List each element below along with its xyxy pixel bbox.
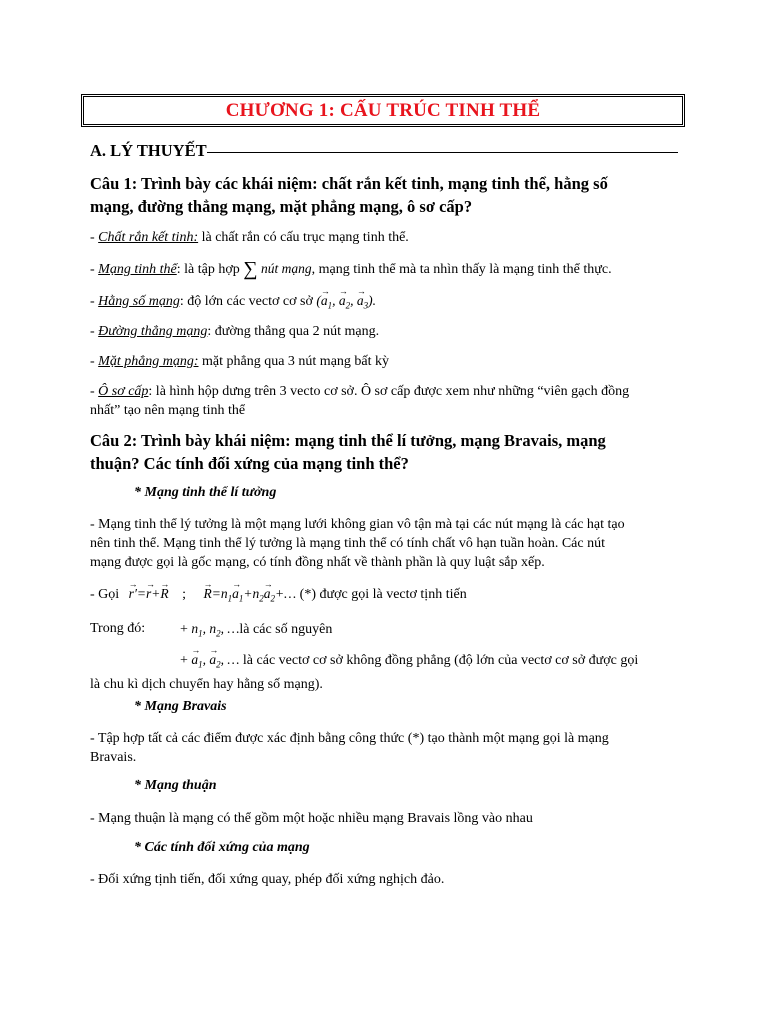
section-heading-rule <box>207 152 678 153</box>
subheading-symmetry: * Các tính đối xứng của mạng <box>134 840 310 855</box>
question-1-heading-line-2: mạng, đường thẳng mạng, mặt phẳng mạng, ô sơ cấp? <box>90 197 473 216</box>
sum-symbol: ∑ <box>243 258 258 280</box>
paragraph-line: mạng được gọi là gốc mạng, có tính đồng nhất về thành phần là quy luật sắp xếp. <box>90 555 545 570</box>
item-dash: - <box>90 384 99 399</box>
where-label: Trong đó: <box>90 621 146 636</box>
definition-primitive-cell-line-1 <box>90 382 680 401</box>
where-line-integers <box>90 619 680 638</box>
section-heading-text: A. LÝ THUYẾT <box>90 141 207 160</box>
where-line-basis <box>90 650 680 694</box>
paragraph-line: - Mạng tinh thể lý tưởng là một mạng lưới không gian vô tận mà tại các nút mạng là các hạt tạo <box>90 517 625 532</box>
integers-expression: + $n_1$, $n_2$, …là các số nguyên <box>180 621 333 639</box>
paragraph-line: - Tập hợp tất cả các điểm được xác định bằng công thức (*) tạo thành một mạng gọi là mạng <box>90 731 609 746</box>
math-lattice-node: nút mạng <box>260 261 312 276</box>
paragraph-line: nên tinh thể. Mạng tinh thể lý tưởng là mạng tinh thể có tính chất vô hạn tuần hoàn. Các nút <box>90 536 605 551</box>
definition-text: : độ lớn các vectơ cơ sở <box>179 294 317 309</box>
integers-text: là các số nguyên <box>239 622 333 637</box>
paragraph-symmetry: - Đối xứng tịnh tiến, đối xứng quay, phép đối xứng nghịch đảo. <box>90 872 445 887</box>
item-dash: - <box>90 294 99 309</box>
definition-text: : là hình hộp dưng trên 3 vecto cơ sở. Ô sơ cấp được xem như những “viên gạch đồng <box>148 384 630 399</box>
math-a-vectors: → $a_1$, → $a_2$, … <box>191 652 239 667</box>
basis-line-1: + → $a_1$, → $a_2$, … là các vectơ cơ sở không đồng phẳng (độ lớn của vectơ cơ sở được gọi <box>90 650 680 675</box>
math-r-prime: → r′=→ r+→ R <box>129 586 169 601</box>
chapter-title-box <box>81 94 685 127</box>
question-2-heading-line-1: Câu 2: Trình bày khái niệm: mạng tinh thể lí tưởng, mạng Bravais, mạng <box>90 431 606 450</box>
math-basis-vectors: (→ $a_1$, → $a_2$, → $a_3$). <box>316 293 376 308</box>
question-2-heading <box>90 429 680 475</box>
chapter-title: CHƯƠNG 1: CẤU TRÚC TINH THỂ <box>225 99 541 121</box>
definition-primitive-cell-line-2: nhất” tạo nên mạng tinh thể <box>90 403 246 418</box>
section-heading <box>90 141 678 161</box>
basis-line-2: là chu kì dịch chuyển hay hằng số mạng). <box>90 676 323 692</box>
separator: ; <box>182 587 187 602</box>
question-2-heading-line-2: thuận? Các tính đối xứng của mạng tinh thể? <box>90 454 409 473</box>
definition-text: mặt phẳng qua 3 nút mạng bất kỳ <box>198 354 390 369</box>
paragraph-ideal-lattice <box>90 515 680 572</box>
paragraph-direct-lattice: - Mạng thuận là mạng có thể gồm một hoặc nhiều mạng Bravais lồng vào nhau <box>90 811 533 826</box>
definition-lattice-plane <box>90 352 680 371</box>
definition-lattice-constant <box>90 291 680 316</box>
goi-suffix: (*) được gọi là vectơ tịnh tiến <box>296 587 467 602</box>
math-n-coefficients: $n_1$, $n_2$, … <box>191 621 240 639</box>
item-dash: - <box>90 354 99 369</box>
goi-prefix: - Gọi <box>90 587 120 602</box>
question-1-heading-line-1: Câu 1: Trình bày các khái niệm: chất rắn kết tinh, mạng tinh thể, hằng số <box>90 174 608 193</box>
item-dash: - <box>90 230 99 245</box>
definition-text: là chất rắn có cấu trục mạng tinh thể. <box>198 230 409 245</box>
item-dash: - <box>90 262 99 277</box>
definition-text: , mạng tinh thể mà ta nhìn thấy là mạng tinh thể thực. <box>311 262 612 277</box>
definition-primitive-cell <box>90 382 680 420</box>
math-translation-vector: → $R=n_1\to a_1+n_2\to$ $a_2+\dots$ <box>204 586 297 601</box>
term-lattice-line: Đường thẳng mạng <box>98 324 208 339</box>
definition-lattice-line <box>90 322 680 341</box>
term-primitive-cell: Ô sơ cấp <box>98 384 149 399</box>
subheading-bravais: * Mạng Bravais <box>134 699 227 714</box>
item-dash: - <box>90 324 99 339</box>
term-lattice-constant: Hằng số mạng <box>98 294 180 309</box>
definition-text-before: : là tập hợp <box>176 262 244 277</box>
translation-vector-line <box>90 584 680 609</box>
definition-crystal-lattice <box>90 259 680 279</box>
definition-crystalline-solid <box>90 228 680 247</box>
paragraph-line: Bravais. <box>90 750 137 765</box>
subheading-ideal-lattice: * Mạng tinh thể lí tưởng <box>134 485 277 500</box>
term-lattice-plane: Mặt phẳng mạng: <box>98 354 199 369</box>
paragraph-bravais <box>90 729 680 767</box>
definition-text: : đường thẳng qua 2 nút mạng. <box>207 324 380 339</box>
question-1-heading <box>90 172 680 218</box>
basis-text: là các vectơ cơ sở không đồng phẳng (độ lớn của vectơ cơ sở được gọi <box>239 653 639 668</box>
term-crystal-lattice: Mạng tinh thể <box>98 262 177 277</box>
subheading-direct-lattice: * Mạng thuận <box>134 778 217 793</box>
term-crystalline-solid: Chất rắn kết tinh: <box>98 230 199 245</box>
